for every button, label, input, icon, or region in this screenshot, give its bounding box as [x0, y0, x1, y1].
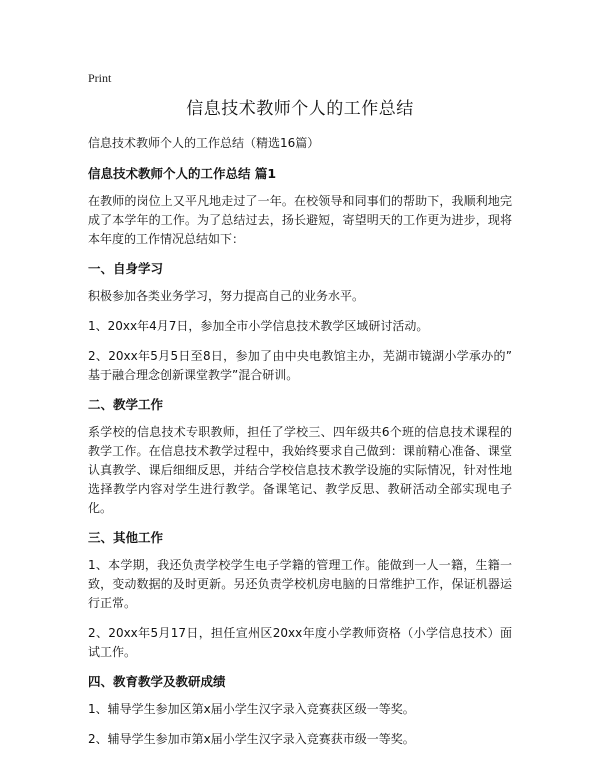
section-achievements: [88, 673, 512, 749]
print-label[interactable]: Print: [88, 71, 112, 85]
paragraph: 2、辅导学生参加市第x届小学生汉字录入竞赛获市级一等奖。: [88, 732, 415, 746]
section-heading: 一、自身学习: [88, 261, 164, 276]
section-self-study: [88, 260, 512, 385]
intro-paragraph: 在教师的岗位上又平凡地走过了一年。在校领导和同事们的帮助下，我顺利地完成了本学年的工作。为了总结过去，扬长避短，寄望明天的工作更为进步，现将本年度的工作情况总结如下：: [88, 194, 512, 246]
paragraph: 2、20xx年5月5日至8日，参加了由中央电教馆主办，芜湖市镜湖小学承办的” 基于融合理念创新课堂教学”混合研训。: [88, 349, 512, 382]
paragraph: 积极参加各类业务学习，努力提高自己的业务水平。: [88, 289, 365, 303]
document-subtitle: 信息技术教师个人的工作总结（精选16篇）: [88, 136, 320, 150]
section-heading: 三、其他工作: [88, 530, 164, 545]
section-heading: 四、教育教学及教研成绩: [88, 674, 226, 689]
document-title: 信息技术教师个人的工作总结: [186, 99, 414, 119]
paragraph: 1、本学期，我还负责学校学生电子学籍的管理工作。能做到一人一籍，生籍一致，变动数据的及时更新。另还负责学校机房电脑的日常维护工作，保证机器运行正常。: [88, 558, 512, 610]
paragraph: 1、辅导学生参加区第x届小学生汉字录入竞赛获区级一等奖。: [88, 702, 415, 716]
section-teaching: [88, 396, 512, 518]
paragraph: 2、20xx年5月17日，担任宣州区20xx年度小学教师资格（小学信息技术）面试工作。: [88, 626, 512, 659]
section-heading: 二、教学工作: [88, 397, 164, 412]
paragraph: 系学校的信息技术专职教师，担任了学校三、四年级共6个班的信息技术课程的教学工作。在信息技术教学过程中，我始终要求自己做到：课前精心准备、课堂认真教学、课后细细反思，并结合学校信息技术教学设施的实际情况，针对性地选择教学内容对学生进行教学。备课笔记、教学反思、教研活动全部实现电子化。: [88, 425, 512, 515]
paragraph: 1、20xx年4月7日，参加全市小学信息技术教学区域研讨活动。: [88, 319, 429, 333]
article-heading: 信息技术教师个人的工作总结 篇1: [88, 166, 277, 181]
section-other-work: [88, 529, 512, 662]
